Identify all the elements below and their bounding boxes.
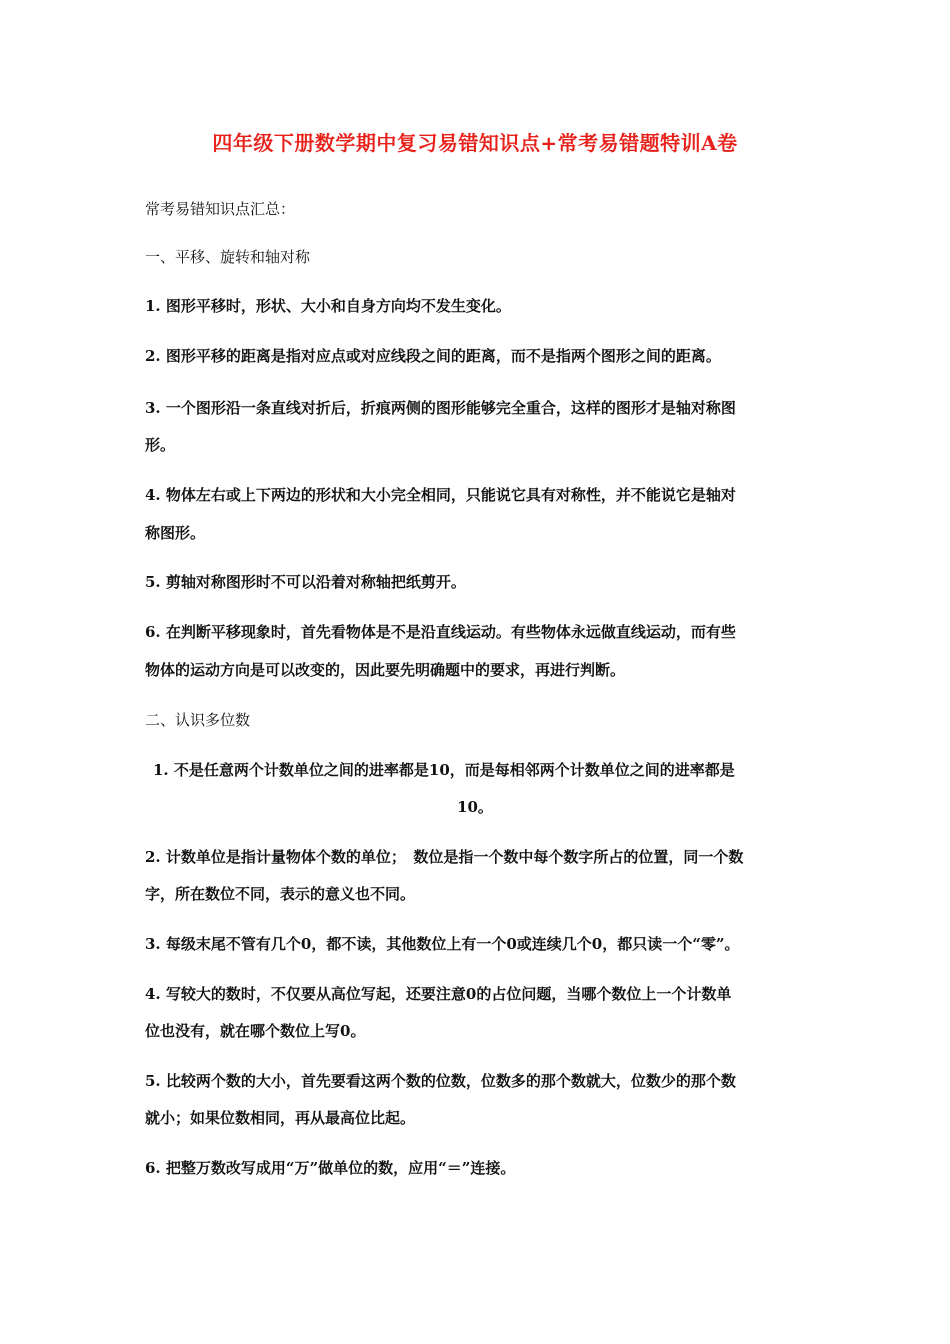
intro-text: 常考易错知识点汇总： (145, 200, 296, 218)
section-1-item-4: 4. 物体左右或上下两边的形状和大小完全相同，只能说它具有对称性，并不能说它是轴对 (145, 486, 736, 504)
section-2-heading: 二、认识多位数 (145, 711, 251, 729)
section-2-item-5-cont: 就小；如果位数相同，再从最高位比起。 (145, 1109, 416, 1127)
section-1-item-3: 3. 一个图形沿一条直线对折后，折痕两侧的图形能够完全重合，这样的图形才是轴对称图 (145, 399, 736, 417)
section-1-item-4-cont: 称图形。 (145, 524, 206, 542)
section-1-item-3-cont: 形。 (145, 436, 176, 454)
section-2-item-6: 6. 把整万数改写成用“万”做单位的数，应用“＝”连接。 (145, 1159, 516, 1177)
section-2-item-5: 5. 比较两个数的大小，首先要看这两个数的位数，位数多的那个数就大，位数少的那个数 (145, 1072, 736, 1090)
section-2-item-4-cont: 位也没有，就在哪个数位上写0。 (145, 1022, 366, 1040)
section-1-item-2: 2. 图形平移的距离是指对应点或对应线段之间的距离，而不是指两个图形之间的距离。 (145, 347, 721, 365)
document-title: 四年级下册数学期中复习易错知识点+常考易错题特训A卷 (212, 131, 738, 155)
section-1-heading: 一、平移、旋转和轴对称 (145, 248, 311, 266)
section-2-item-1-cont: 10。 (457, 798, 493, 816)
section-1-item-5: 5. 剪轴对称图形时不可以沿着对称轴把纸剪开。 (145, 573, 466, 591)
section-2-item-1: 1. 不是任意两个计数单位之间的进率都是10，而是每相邻两个计数单位之间的进率都是 (153, 761, 735, 779)
section-2-item-3: 3. 每级末尾不管有几个0，都不读，其他数位上有一个0或连续几个0，都只读一个“零”。 (145, 935, 740, 953)
section-1-item-6: 6. 在判断平移现象时，首先看物体是不是沿直线运动。有些物体永远做直线运动，而有些 (145, 623, 736, 641)
section-1-item-1: 1. 图形平移时，形状、大小和自身方向均不发生变化。 (145, 297, 511, 315)
section-1-item-6-cont: 物体的运动方向是可以改变的，因此要先明确题中的要求，再进行判断。 (145, 661, 626, 679)
section-2-item-2: 2. 计数单位是指计量物体个数的单位； 数位是指一个数中每个数字所占的位置，同一个数 (145, 848, 744, 866)
section-2-item-4: 4. 写较大的数时，不仅要从高位写起，还要注意0的占位问题，当哪个数位上一个计数单 (145, 985, 732, 1003)
section-2-item-2-cont: 字，所在数位不同，表示的意义也不同。 (145, 885, 416, 903)
